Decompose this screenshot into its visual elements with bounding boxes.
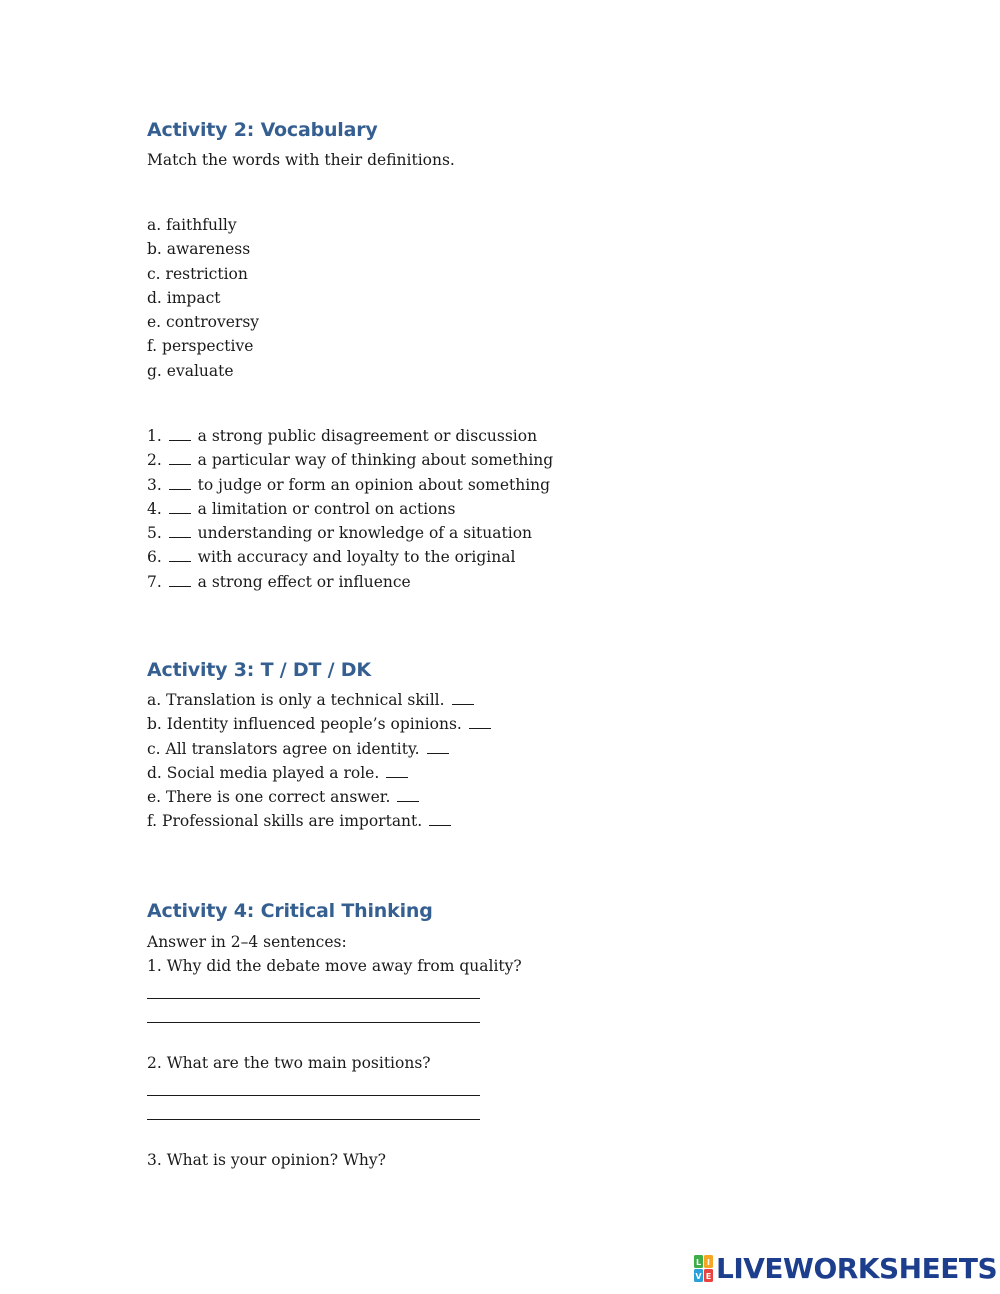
answer-blank[interactable] [169, 525, 191, 538]
answer-line[interactable] [147, 1022, 480, 1023]
answer-blank[interactable] [469, 716, 491, 729]
svg-text:I: I [707, 1258, 710, 1267]
word-item: e. controversy [147, 313, 260, 332]
definition-text: a particular way of thinking about something [197, 451, 554, 470]
activity-4-instruction: Answer in 2–4 sentences: [147, 933, 347, 951]
answer-blank[interactable] [386, 765, 408, 778]
definition-number: 5. [147, 524, 162, 543]
question-2: 2. What are the two main positions? [147, 1054, 431, 1072]
activity-4-title: Activity 4: Critical Thinking [147, 900, 433, 922]
liveworksheets-logo [694, 1252, 998, 1285]
svg-text:E: E [705, 1272, 712, 1281]
definition-item [147, 473, 553, 497]
answer-blank[interactable] [169, 428, 191, 441]
word-item: c. restriction [147, 264, 248, 283]
definition-item [147, 424, 553, 448]
definition-number: 7. [147, 572, 162, 591]
definition-text: with accuracy and loyalty to the original [197, 548, 516, 567]
answer-blank[interactable] [169, 549, 191, 562]
word-list [147, 213, 259, 383]
answer-blank[interactable] [397, 789, 419, 802]
statement-list [147, 688, 493, 834]
activity-2-instruction: Match the words with their definitions. [147, 151, 455, 169]
answer-blank[interactable] [452, 692, 474, 705]
svg-text:V: V [695, 1272, 702, 1281]
definition-number: 1. [147, 427, 162, 445]
statement-item [147, 737, 493, 761]
definition-text: a limitation or control on actions [197, 499, 456, 518]
statement-text: c. All translators agree on identity. [147, 739, 420, 758]
word-item: f. perspective [147, 337, 254, 356]
word-item: a. faithfully [147, 216, 237, 234]
answer-blank[interactable] [429, 813, 451, 826]
definition-number: 3. [147, 475, 162, 494]
statement-text: d. Social media played a role. [147, 763, 380, 782]
answer-blank[interactable] [427, 741, 449, 754]
definition-text: understanding or knowledge of a situation [197, 524, 533, 543]
statement-text: a. Translation is only a technical skill. [147, 691, 445, 709]
word-item: g. evaluate [147, 361, 234, 380]
statement-item [147, 688, 493, 712]
word-item: b. awareness [147, 240, 251, 259]
activity-3-title: Activity 3: T / DT / DK [147, 659, 371, 681]
logo-text: LIVEWORKSHEETS [716, 1252, 998, 1285]
answer-line[interactable] [147, 998, 480, 999]
statement-text: f. Professional skills are important. [147, 812, 423, 831]
answer-line[interactable] [147, 1095, 480, 1096]
definition-text: a strong public disagreement or discussion [197, 427, 538, 445]
answer-blank[interactable] [169, 574, 191, 587]
definition-item [147, 448, 553, 472]
definition-number: 2. [147, 451, 162, 470]
statement-item [147, 809, 493, 833]
question-3: 3. What is your opinion? Why? [147, 1151, 386, 1169]
answer-blank[interactable] [169, 501, 191, 514]
answer-blank[interactable] [169, 477, 191, 490]
answer-blank[interactable] [169, 452, 191, 465]
statement-text: b. Identity influenced people’s opinions. [147, 715, 462, 734]
statement-text: e. There is one correct answer. [147, 788, 391, 807]
definition-text: to judge or form an opinion about something [197, 475, 551, 494]
question-1: 1. Why did the debate move away from quality? [147, 957, 522, 975]
svg-text:L: L [695, 1258, 702, 1267]
definition-item [147, 497, 553, 521]
definition-number: 6. [147, 548, 162, 567]
statement-item [147, 712, 493, 736]
definition-number: 4. [147, 499, 162, 518]
definition-text: a strong effect or influence [197, 572, 411, 591]
definition-item [147, 521, 553, 545]
activity-2-title: Activity 2: Vocabulary [147, 119, 378, 141]
definition-list [147, 424, 553, 594]
statement-item [147, 785, 493, 809]
definition-item [147, 570, 553, 594]
live-blocks-icon [694, 1255, 714, 1283]
answer-line[interactable] [147, 1119, 480, 1120]
statement-item [147, 761, 493, 785]
definition-item [147, 545, 553, 569]
word-item: d. impact [147, 288, 221, 307]
